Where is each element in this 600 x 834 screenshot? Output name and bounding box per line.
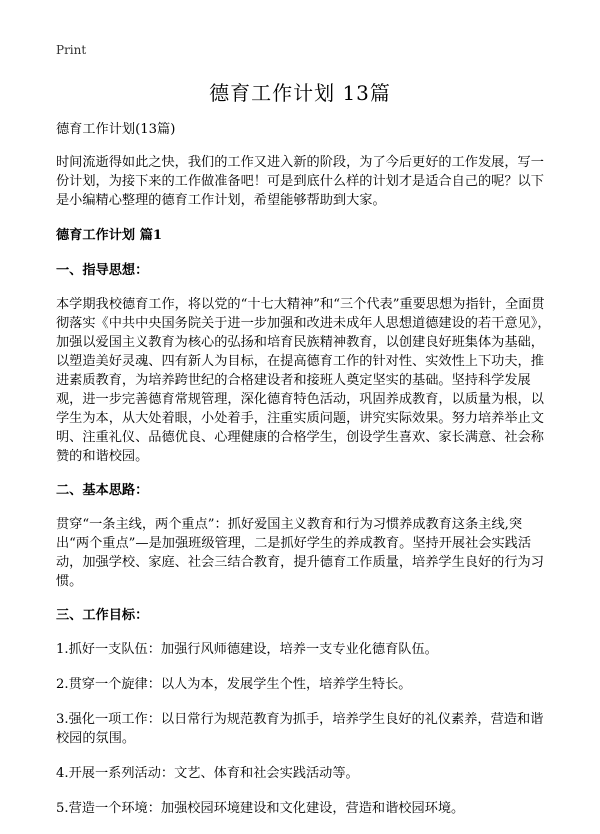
intro-paragraph: 时间流逝得如此之快，我们的工作又进入新的阶段，为了今后更好的工作发展，写一份计划，为接下来的工作做准备吧！可是到底什么样的计划才是适合自己的呢？以下是小编精心整理的德育工作计划，希望能够帮助到大家。 xyxy=(56,155,544,208)
heading-work-goals: 三、工作目标： xyxy=(56,608,149,623)
document-body xyxy=(56,120,552,834)
print-label: Print xyxy=(56,43,87,57)
page-title: 德育工作计划 13篇 xyxy=(209,81,391,105)
section-title: 德育工作计划 篇1 xyxy=(56,228,163,243)
goal-item-1: 1.抓好一支队伍：加强行风师德建设，培养一支专业化德育队伍。 xyxy=(56,642,438,657)
heading-guiding-thought: 一、指导思想： xyxy=(56,263,149,278)
goal-item-5: 5.营造一个环境：加强校园环境建设和文化建设，营造和谐校园环境。 xyxy=(56,801,465,816)
document-subtitle: 德育工作计划(13篇) xyxy=(56,122,176,137)
paragraph-guiding-thought: 本学期我校德育工作，将以党的“十七大精神”和“三个代表”重要思想为指针，全面贯彻落实《中共中央国务院关于进一步加强和改进未成年人思想道德建设的若干意见》，加强以爱国主义教育为核心的弘扬和培育民族精神教育，以创建良好班集体为基础，以塑造美好灵魂、四有新人为目标，在提高德育工作的针对性、实效性上下功夫，推进素质教育，为培养跨世纪的合格建设者和接班人奠定坚实的基础。坚持科学发展观，进一步完善德育常规管理，深化德育特色活动，巩固养成教育，以质量为根，以学生为本，从大处着眼，小处着手，注重实质问题，讲究实际效果。努力培养举止文明、注重礼仪、品德优良、心理健康的合格学生，创设学生喜欢、家长满意、社会称赞的和谐校园。 xyxy=(56,297,551,464)
heading-basic-approach: 二、基本思路： xyxy=(56,483,149,498)
paragraph-basic-approach: 贯穿“一条主线，两个重点”：抓好爱国主义教育和行为习惯养成教育这条主线,突出“两个重点”—是加强班级管理，二是抓好学生的养成教育。坚持开展社会实践活动，加强学校、家庭、社会三结合教育，提升德育工作质量，培养学生良好的行为习惯。 xyxy=(56,517,544,589)
goal-item-3: 3.强化一项工作：以日常行为规范教育为抓手，培养学生良好的礼仪素养，营造和谐校园的氛围。 xyxy=(56,712,544,746)
goal-item-2: 2.贯穿一个旋律：以人为本，发展学生个性，培养学生特长。 xyxy=(56,677,412,692)
goal-item-4: 4.开展一系列活动：文艺、体育和社会实践活动等。 xyxy=(56,766,359,781)
